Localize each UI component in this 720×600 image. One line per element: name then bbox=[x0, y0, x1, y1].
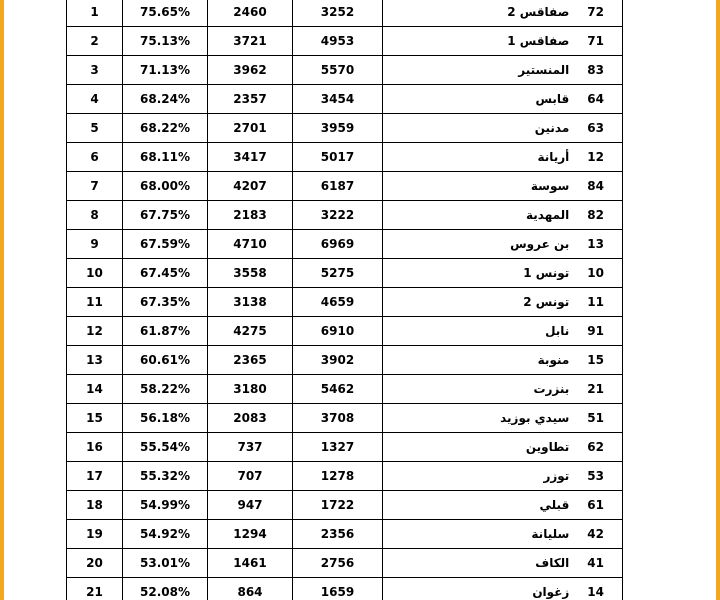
constituency-cell-content bbox=[383, 346, 622, 374]
rank-cell: 17 bbox=[67, 462, 123, 491]
table-row bbox=[67, 433, 623, 462]
constituency-cell bbox=[383, 578, 623, 600]
constituency-cell-content bbox=[383, 520, 622, 548]
constituency-name: تونس 2 bbox=[523, 295, 570, 309]
results-table-body bbox=[67, 0, 623, 600]
registered-count-cell: 1278 bbox=[293, 462, 383, 491]
constituency-code: 14 bbox=[587, 585, 604, 599]
table-row bbox=[67, 201, 623, 230]
rank-cell: 9 bbox=[67, 230, 123, 259]
rank-cell: 11 bbox=[67, 288, 123, 317]
rank-cell: 7 bbox=[67, 172, 123, 201]
page-border-left bbox=[0, 0, 4, 600]
constituency-name: المنستير bbox=[518, 63, 570, 77]
results-table bbox=[66, 0, 623, 600]
turnout-percent-cell: 68.24% bbox=[123, 85, 208, 114]
constituency-code: 10 bbox=[587, 266, 604, 280]
constituency-name: المهدية bbox=[525, 208, 570, 222]
constituency-cell-content bbox=[383, 56, 622, 84]
constituency-cell-content bbox=[383, 259, 622, 287]
constituency-cell-content bbox=[383, 143, 622, 171]
constituency-name: سيدي بوزيد bbox=[500, 411, 570, 425]
constituency-name: بن عروس bbox=[510, 237, 570, 251]
constituency-cell bbox=[383, 143, 623, 172]
rank-cell: 14 bbox=[67, 375, 123, 404]
table-row bbox=[67, 317, 623, 346]
table-row bbox=[67, 404, 623, 433]
constituency-name: زغوان bbox=[532, 585, 570, 599]
constituency-name: منوبة bbox=[537, 353, 570, 367]
voters-count-cell: 3962 bbox=[208, 56, 293, 85]
turnout-percent-cell: 61.87% bbox=[123, 317, 208, 346]
constituency-name: تطاوين bbox=[525, 440, 570, 454]
voters-count-cell: 3417 bbox=[208, 143, 293, 172]
constituency-code: 53 bbox=[587, 469, 604, 483]
turnout-percent-cell: 52.08% bbox=[123, 578, 208, 600]
registered-count-cell: 2756 bbox=[293, 549, 383, 578]
table-row bbox=[67, 462, 623, 491]
constituency-cell-content bbox=[383, 288, 622, 316]
rank-cell: 12 bbox=[67, 317, 123, 346]
constituency-cell-content bbox=[383, 375, 622, 403]
turnout-percent-cell: 68.22% bbox=[123, 114, 208, 143]
rank-cell: 19 bbox=[67, 520, 123, 549]
constituency-cell bbox=[383, 114, 623, 143]
turnout-percent-cell: 56.18% bbox=[123, 404, 208, 433]
constituency-cell-content bbox=[383, 491, 622, 519]
constituency-cell-content bbox=[383, 578, 622, 600]
constituency-cell bbox=[383, 0, 623, 27]
constituency-code: 15 bbox=[587, 353, 604, 367]
constituency-cell bbox=[383, 404, 623, 433]
constituency-name: تونس 1 bbox=[523, 266, 570, 280]
registered-count-cell: 6187 bbox=[293, 172, 383, 201]
constituency-name: الكاف bbox=[535, 556, 570, 570]
registered-count-cell: 3222 bbox=[293, 201, 383, 230]
constituency-code: 42 bbox=[587, 527, 604, 541]
table-row bbox=[67, 375, 623, 404]
registered-count-cell: 5017 bbox=[293, 143, 383, 172]
turnout-percent-cell: 75.13% bbox=[123, 27, 208, 56]
constituency-name: أريانة bbox=[537, 150, 570, 164]
rank-cell: 3 bbox=[67, 56, 123, 85]
constituency-cell bbox=[383, 462, 623, 491]
rank-cell: 20 bbox=[67, 549, 123, 578]
constituency-name: سوسة bbox=[530, 179, 570, 193]
constituency-cell bbox=[383, 85, 623, 114]
voters-count-cell: 2701 bbox=[208, 114, 293, 143]
constituency-code: 11 bbox=[587, 295, 604, 309]
constituency-cell bbox=[383, 520, 623, 549]
registered-count-cell: 4659 bbox=[293, 288, 383, 317]
table-row bbox=[67, 27, 623, 56]
constituency-cell-content bbox=[383, 172, 622, 200]
voters-count-cell: 947 bbox=[208, 491, 293, 520]
page-border-right bbox=[716, 0, 720, 600]
constituency-cell bbox=[383, 172, 623, 201]
rank-cell: 10 bbox=[67, 259, 123, 288]
rank-cell: 5 bbox=[67, 114, 123, 143]
table-row bbox=[67, 56, 623, 85]
constituency-cell bbox=[383, 27, 623, 56]
turnout-percent-cell: 54.99% bbox=[123, 491, 208, 520]
constituency-cell-content bbox=[383, 27, 622, 55]
constituency-code: 63 bbox=[587, 121, 604, 135]
constituency-code: 82 bbox=[587, 208, 604, 222]
constituency-code: 51 bbox=[587, 411, 604, 425]
voters-count-cell: 3558 bbox=[208, 259, 293, 288]
constituency-cell-content bbox=[383, 114, 622, 142]
rank-cell: 8 bbox=[67, 201, 123, 230]
constituency-name: نابل bbox=[545, 324, 570, 338]
voters-count-cell: 4207 bbox=[208, 172, 293, 201]
registered-count-cell: 2356 bbox=[293, 520, 383, 549]
registered-count-cell: 1659 bbox=[293, 578, 383, 600]
rank-cell: 2 bbox=[67, 27, 123, 56]
constituency-cell bbox=[383, 549, 623, 578]
turnout-percent-cell: 60.61% bbox=[123, 346, 208, 375]
constituency-code: 71 bbox=[587, 34, 604, 48]
constituency-name: بنزرت bbox=[533, 382, 570, 396]
turnout-percent-cell: 67.35% bbox=[123, 288, 208, 317]
voters-count-cell: 4275 bbox=[208, 317, 293, 346]
constituency-cell bbox=[383, 375, 623, 404]
voters-count-cell: 4710 bbox=[208, 230, 293, 259]
constituency-code: 84 bbox=[587, 179, 604, 193]
turnout-percent-cell: 71.13% bbox=[123, 56, 208, 85]
rank-cell: 13 bbox=[67, 346, 123, 375]
constituency-cell-content bbox=[383, 404, 622, 432]
turnout-percent-cell: 68.11% bbox=[123, 143, 208, 172]
table-row bbox=[67, 143, 623, 172]
constituency-name: توزر bbox=[543, 469, 570, 483]
table-row bbox=[67, 172, 623, 201]
rank-cell: 4 bbox=[67, 85, 123, 114]
table-row bbox=[67, 85, 623, 114]
registered-count-cell: 3252 bbox=[293, 0, 383, 27]
rank-cell: 18 bbox=[67, 491, 123, 520]
table-row bbox=[67, 578, 623, 600]
table-row bbox=[67, 520, 623, 549]
voters-count-cell: 3138 bbox=[208, 288, 293, 317]
constituency-cell-content bbox=[383, 85, 622, 113]
table-row bbox=[67, 549, 623, 578]
constituency-name: مدنين bbox=[534, 121, 570, 135]
table-row bbox=[67, 288, 623, 317]
rank-cell: 6 bbox=[67, 143, 123, 172]
registered-count-cell: 6910 bbox=[293, 317, 383, 346]
table-row bbox=[67, 0, 623, 27]
voters-count-cell: 3721 bbox=[208, 27, 293, 56]
table-row bbox=[67, 114, 623, 143]
constituency-name: صفاقس 2 bbox=[507, 5, 570, 19]
constituency-code: 64 bbox=[587, 92, 604, 106]
table-row bbox=[67, 230, 623, 259]
constituency-name: قبلي bbox=[539, 498, 570, 512]
constituency-code: 83 bbox=[587, 63, 604, 77]
constituency-cell bbox=[383, 491, 623, 520]
constituency-cell bbox=[383, 201, 623, 230]
turnout-percent-cell: 55.54% bbox=[123, 433, 208, 462]
registered-count-cell: 5462 bbox=[293, 375, 383, 404]
constituency-code: 61 bbox=[587, 498, 604, 512]
constituency-cell bbox=[383, 259, 623, 288]
registered-count-cell: 3454 bbox=[293, 85, 383, 114]
turnout-percent-cell: 67.75% bbox=[123, 201, 208, 230]
voters-count-cell: 1461 bbox=[208, 549, 293, 578]
voters-count-cell: 1294 bbox=[208, 520, 293, 549]
registered-count-cell: 5275 bbox=[293, 259, 383, 288]
turnout-percent-cell: 55.32% bbox=[123, 462, 208, 491]
rank-cell: 21 bbox=[67, 578, 123, 600]
constituency-name: قابس bbox=[535, 92, 570, 106]
registered-count-cell: 3959 bbox=[293, 114, 383, 143]
registered-count-cell: 3902 bbox=[293, 346, 383, 375]
voters-count-cell: 2460 bbox=[208, 0, 293, 27]
voters-count-cell: 707 bbox=[208, 462, 293, 491]
registered-count-cell: 3708 bbox=[293, 404, 383, 433]
constituency-code: 21 bbox=[587, 382, 604, 396]
constituency-code: 41 bbox=[587, 556, 604, 570]
voters-count-cell: 864 bbox=[208, 578, 293, 600]
voters-count-cell: 2183 bbox=[208, 201, 293, 230]
voters-count-cell: 737 bbox=[208, 433, 293, 462]
constituency-cell bbox=[383, 433, 623, 462]
constituency-cell-content bbox=[383, 317, 622, 345]
voters-count-cell: 2357 bbox=[208, 85, 293, 114]
turnout-percent-cell: 54.92% bbox=[123, 520, 208, 549]
registered-count-cell: 1327 bbox=[293, 433, 383, 462]
constituency-code: 62 bbox=[587, 440, 604, 454]
table-row bbox=[67, 346, 623, 375]
voters-count-cell: 3180 bbox=[208, 375, 293, 404]
rank-cell: 15 bbox=[67, 404, 123, 433]
constituency-name: صفاقس 1 bbox=[507, 34, 570, 48]
constituency-code: 12 bbox=[587, 150, 604, 164]
constituency-code: 72 bbox=[587, 5, 604, 19]
constituency-cell bbox=[383, 288, 623, 317]
constituency-cell bbox=[383, 346, 623, 375]
constituency-cell bbox=[383, 56, 623, 85]
registered-count-cell: 5570 bbox=[293, 56, 383, 85]
turnout-percent-cell: 68.00% bbox=[123, 172, 208, 201]
registered-count-cell: 6969 bbox=[293, 230, 383, 259]
registered-count-cell: 4953 bbox=[293, 27, 383, 56]
constituency-cell-content bbox=[383, 230, 622, 258]
constituency-name: سليانة bbox=[531, 527, 570, 541]
constituency-cell-content bbox=[383, 462, 622, 490]
rank-cell: 16 bbox=[67, 433, 123, 462]
constituency-cell-content bbox=[383, 549, 622, 577]
constituency-cell bbox=[383, 230, 623, 259]
table-row bbox=[67, 259, 623, 288]
constituency-code: 13 bbox=[587, 237, 604, 251]
table-row bbox=[67, 491, 623, 520]
turnout-percent-cell: 67.59% bbox=[123, 230, 208, 259]
voters-count-cell: 2083 bbox=[208, 404, 293, 433]
constituency-cell-content bbox=[383, 201, 622, 229]
constituency-cell-content bbox=[383, 0, 622, 26]
constituency-cell-content bbox=[383, 433, 622, 461]
voters-count-cell: 2365 bbox=[208, 346, 293, 375]
constituency-code: 91 bbox=[587, 324, 604, 338]
turnout-percent-cell: 58.22% bbox=[123, 375, 208, 404]
registered-count-cell: 1722 bbox=[293, 491, 383, 520]
constituency-cell bbox=[383, 317, 623, 346]
turnout-percent-cell: 67.45% bbox=[123, 259, 208, 288]
turnout-percent-cell: 75.65% bbox=[123, 0, 208, 27]
turnout-percent-cell: 53.01% bbox=[123, 549, 208, 578]
rank-cell: 1 bbox=[67, 0, 123, 27]
